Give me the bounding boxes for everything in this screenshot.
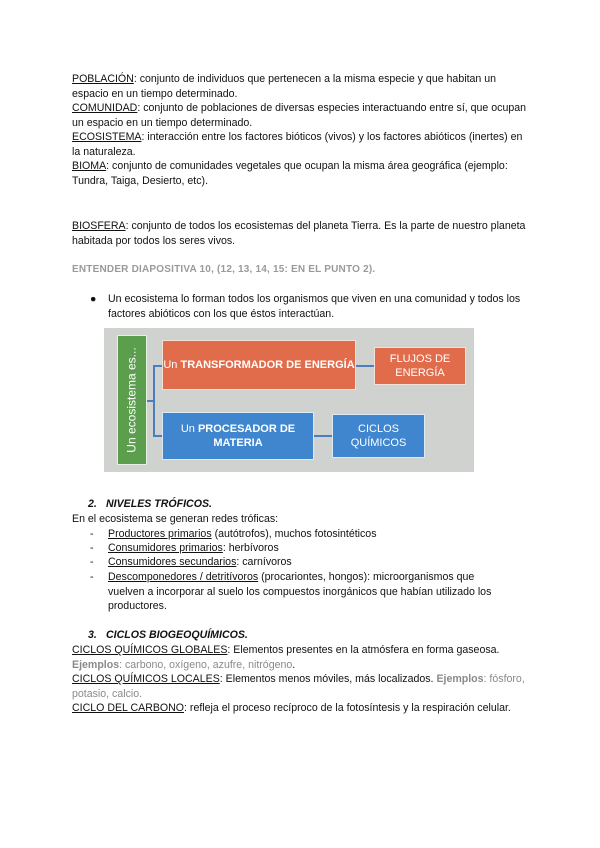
definition-text: : interacción entre los factores bióticos (vivos) y los factores abióticos (inertes) en la naturaleza. <box>72 131 523 158</box>
box-ciclos-quimicos: CICLOS QUÍMICOS <box>332 414 425 458</box>
slide-note-heading: ENTENDER DIAPOSITIVA 10, (12, 13, 14, 15: EN EL PUNTO 2). <box>72 264 376 275</box>
definition-ecosistema <box>72 130 532 159</box>
term-bioma: BIOMA <box>72 160 107 172</box>
definition-bioma <box>72 159 532 188</box>
ciclos-locales: CICLOS QUÍMICOS LOCALES: Elementos menos móviles, más localizados. Ejemplos: fósforo, potasio, calcio. <box>72 673 525 700</box>
term-ecosistema: ECOSISTEMA <box>72 131 142 143</box>
definition-biosfera <box>72 219 532 248</box>
diagram-side-label: Un ecosistema es... <box>117 335 147 465</box>
term-comunidad: COMUNIDAD <box>72 102 138 114</box>
box-transformador-energia: Un TRANSFORMADOR DE ENERGÍA <box>162 340 356 390</box>
section-heading-niveles-troficos: 2. NIVELES TRÓFICOS. <box>88 498 212 510</box>
box-procesador-materia: Un PROCESADOR DE MATERIA <box>162 412 314 460</box>
box-flujos-energia: FLUJOS DE ENERGÍA <box>374 347 466 385</box>
bullet-text: Un ecosistema lo forman todos los organismos que viven en una comunidad y todos los factores abióticos con los que éstos interactúan. <box>108 293 521 320</box>
ciclos-globales: CICLOS QUÍMICOS GLOBALES: Elementos presentes en la atmósfera en forma gaseosa. Ejemplos: carbono, oxígeno, azufre, nitrógeno. <box>72 644 500 671</box>
ecosystem-diagram <box>104 328 474 472</box>
term-biosfera: BIOSFERA <box>72 220 126 232</box>
ciclo-carbono: CICLO DEL CARBONO: refleja el proceso recíproco de la fotosíntesis y la respiración celular. <box>72 702 511 714</box>
section-heading-ciclos-biogeoquimicos: 3. CICLOS BIOGEOQUÍMICOS. <box>88 629 248 641</box>
connector-line <box>153 365 155 437</box>
definition-comunidad <box>72 101 532 130</box>
definition-poblacion <box>72 72 532 101</box>
connector-line <box>314 435 332 437</box>
connector-line <box>356 365 374 367</box>
definition-text: : conjunto de todos los ecosistemas del planeta Tierra. Es la parte de nuestro planeta habitada por todos los seres vivos. <box>72 220 526 247</box>
term-poblacion: POBLACIÓN <box>72 73 134 85</box>
definition-text: : conjunto de poblaciones de diversas especies interactuando entre sí, que ocupan un espacio en un tiempo determinado. <box>72 102 527 129</box>
section2-intro: En el ecosistema se generan redes tróficas: <box>72 513 279 525</box>
definition-text: : conjunto de comunidades vegetales que ocupan la misma área geográfica (ejemplo: Tundra, Taiga, Desierto, etc). <box>72 160 508 187</box>
definition-text: : conjunto de individuos que pertenecen a la misma especie y que habitan un espacio en un tiempo determinado. <box>72 73 497 100</box>
bullet-dot-icon: ● <box>90 293 97 305</box>
